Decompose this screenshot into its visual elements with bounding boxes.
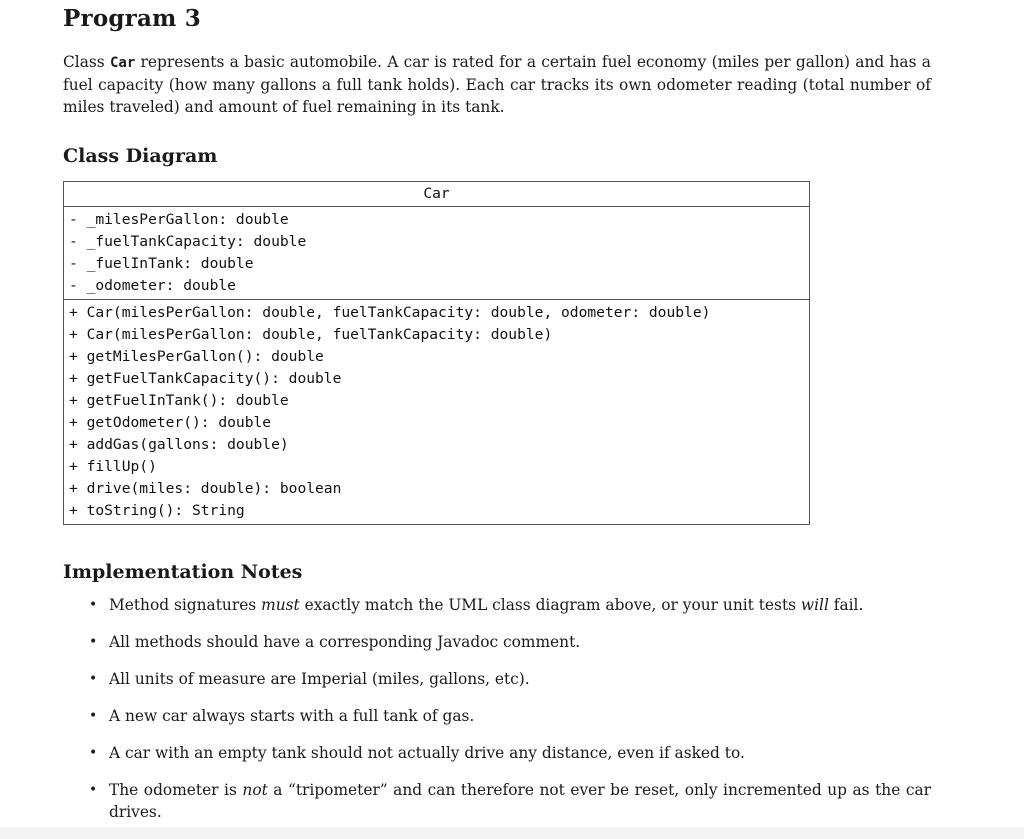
uml-attributes bbox=[64, 207, 809, 299]
note-item bbox=[63, 742, 931, 764]
bullet-icon: • bbox=[89, 708, 98, 724]
uml-attribute: - _fuelInTank: double bbox=[69, 255, 254, 272]
note-emphasis: must bbox=[261, 596, 300, 614]
note-emphasis: not bbox=[242, 781, 268, 799]
bullet-icon: • bbox=[89, 634, 98, 650]
note-item bbox=[63, 705, 931, 727]
note-item bbox=[63, 779, 931, 823]
note-text: All methods should have a corresponding Javadoc comment. bbox=[109, 633, 581, 651]
class-diagram-heading: Class Diagram bbox=[63, 145, 218, 167]
note-text: a “tripometer” and can therefore not ever be reset, only incremented up as the car drives. bbox=[109, 781, 931, 821]
uml-method: + getOdometer(): double bbox=[69, 414, 272, 431]
bullet-icon: • bbox=[89, 597, 98, 613]
uml-attribute: - _milesPerGallon: double bbox=[69, 211, 289, 228]
note-text: exactly match the UML class diagram above, or your unit tests bbox=[299, 596, 801, 614]
bullet-icon: • bbox=[89, 782, 98, 798]
uml-class-box bbox=[63, 181, 810, 525]
uml-method: + fillUp() bbox=[69, 458, 157, 475]
implementation-notes-list bbox=[63, 594, 931, 838]
intro-paragraph bbox=[63, 51, 931, 118]
page-bottom-edge bbox=[0, 827, 1024, 839]
note-text: fail. bbox=[828, 596, 864, 614]
uml-attribute: - _fuelTankCapacity: double bbox=[69, 233, 307, 250]
uml-method: + drive(miles: double): boolean bbox=[69, 480, 342, 497]
note-text: All units of measure are Imperial (miles, gallons, etc). bbox=[109, 670, 530, 688]
uml-method: + Car(milesPerGallon: double, fuelTankCapacity: double, odometer: double) bbox=[69, 304, 711, 321]
uml-methods bbox=[64, 299, 809, 524]
uml-method: + getFuelTankCapacity(): double bbox=[69, 370, 342, 387]
uml-attribute: - _odometer: double bbox=[69, 277, 236, 294]
bullet-icon: • bbox=[89, 671, 98, 687]
note-item bbox=[63, 631, 931, 653]
intro-text-start: Class bbox=[63, 53, 110, 71]
uml-method: + addGas(gallons: double) bbox=[69, 436, 289, 453]
bullet-icon: • bbox=[89, 745, 98, 761]
note-text: A car with an empty tank should not actually drive any distance, even if asked to. bbox=[109, 744, 745, 762]
uml-method: + toString(): String bbox=[69, 502, 245, 519]
note-emphasis: will bbox=[800, 596, 829, 614]
uml-method: + Car(milesPerGallon: double, fuelTankCapacity: double) bbox=[69, 326, 553, 343]
uml-method: + getFuelInTank(): double bbox=[69, 392, 289, 409]
intro-class-name: Car bbox=[109, 55, 136, 71]
uml-class-name: Car bbox=[64, 182, 809, 207]
note-item bbox=[63, 594, 931, 616]
note-text: A new car always starts with a full tank of gas. bbox=[109, 707, 475, 725]
intro-text-rest: represents a basic automobile. A car is rated for a certain fuel economy (miles per gallon) and has a fuel capacity (how many gallons a full tank holds). Each car tracks its own odometer reading (total number of miles traveled) and amount of fuel remaining in its tank. bbox=[63, 53, 931, 116]
uml-method: + getMilesPerGallon(): double bbox=[69, 348, 324, 365]
page-title: Program 3 bbox=[63, 5, 202, 32]
implementation-notes-heading: Implementation Notes bbox=[63, 561, 303, 583]
note-text: Method signatures bbox=[109, 596, 262, 614]
note-text: The odometer is bbox=[109, 781, 243, 799]
note-item bbox=[63, 668, 931, 690]
